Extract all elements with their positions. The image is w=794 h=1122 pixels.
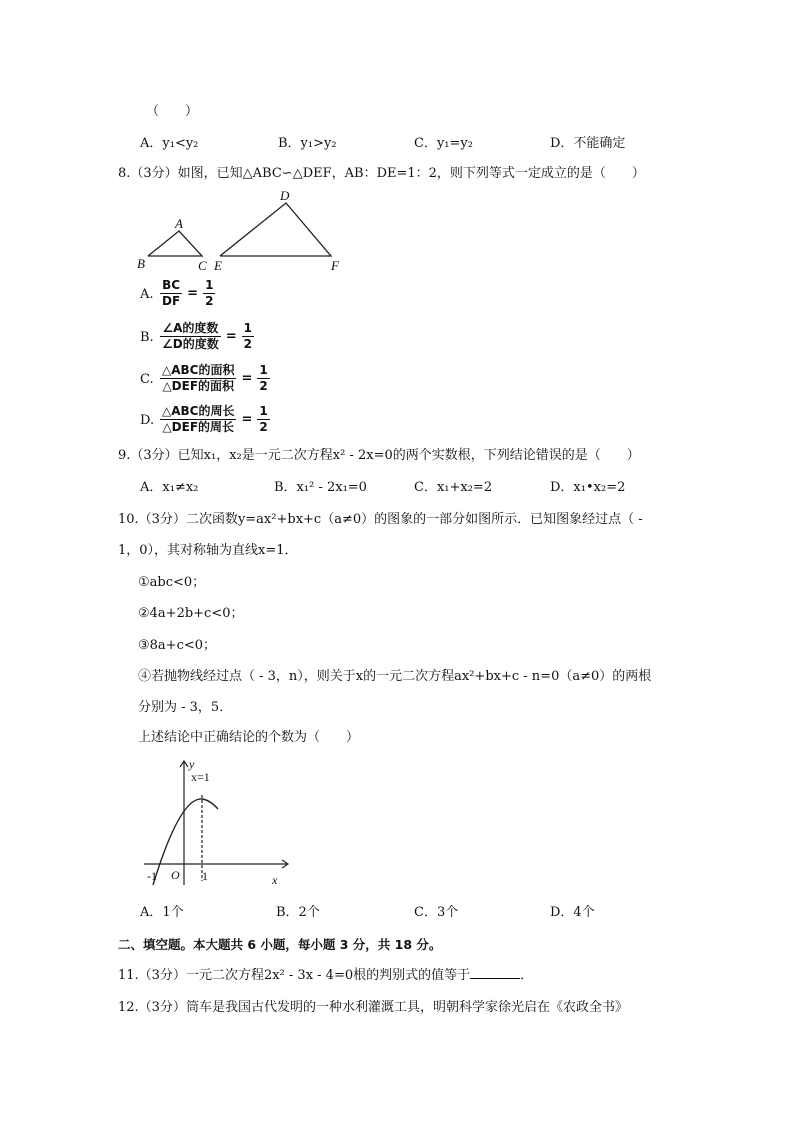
q8-option-c[interactable]: $\frac{\text{△ABC的面积}}{\text{△DEF的面积}}$ = $\frac{1}{2}$ [162,363,268,393]
q10-statement-4-line2: 分别为 - 3，5． [138,700,233,715]
q10-statement-2: ②4a+2b+c<0； [138,606,244,621]
fraction: $\frac{1}{2}$ [205,278,214,308]
y-axis-label: y [189,757,195,771]
q10-option-a[interactable]: A．1个 [140,905,184,920]
q8-option-b-label[interactable]: B. [140,330,154,345]
q10-statement-4-line1: ④若抛物线经过点（ - 3，n），则关于x的一元二次方程ax²+bx+c - n=0（a≠0）的两根 [138,669,652,684]
fraction: $\frac{BC}{DF}$ [162,278,181,308]
fraction: $\frac{1}{2}$ [259,363,268,393]
q9-option-d[interactable]: D．x₁•x₂=2 [550,480,626,495]
q10-statement-1: ①abc<0； [138,575,206,590]
q10-option-c[interactable]: C．3个 [414,905,459,920]
q10-option-d[interactable]: D．4个 [550,905,595,920]
q9-option-b[interactable]: B．x₁² - 2x₁=0 [274,480,367,495]
q8-option-b[interactable]: $\frac{\text{∠A的度数}}{\text{∠D的度数}}$ = $\frac{1}{2}$ [162,321,252,351]
q7-answer-paren: （ ） [146,104,199,119]
q8-option-a-label[interactable]: A. [140,287,154,302]
fraction: $\frac{\text{△ABC的面积}}{\text{△DEF的面积}}$ [162,363,235,393]
origin-label: O [171,868,180,882]
label-e: E [214,258,222,273]
label-a: A [175,216,183,231]
x-axis-label: x [272,873,278,887]
q8-option-d[interactable]: $\frac{\text{△ABC的周长}}{\text{△DEF的周长}}$ = $\frac{1}{2}$ [162,404,268,434]
q7-option-b[interactable]: B．y₁>y₂ [278,136,337,151]
q11-answer-blank[interactable] [470,966,520,979]
parabola-curve [153,799,218,885]
label-c: C [198,258,207,273]
q9-stem: 9.（3分）已知x₁，x₂是一元二次方程x² - 2x=0的两个实数根，下列结论错误的是（ ） [118,448,640,463]
q10-parabola-graph [140,755,300,891]
triangle-abc [148,231,202,256]
fraction: $\frac{\text{△ABC的周长}}{\text{△DEF的周长}}$ [162,404,235,434]
q11-end: ． [520,968,534,983]
q10-stem-line1: 10.（3分）二次函数y=ax²+bx+c（a≠0）的图象的一部分如图所示．已知图象经过点（ - [118,512,643,527]
q8-stem: 8.（3分）如图，已知△ABC∽△DEF，AB：DE=1：2，则下列等式一定成立的是（ ） [118,166,645,181]
neg-one-label: -1 [147,869,157,883]
q10-stem-line2: 1，0），其对称轴为直线x=1． [118,543,298,558]
label-d: D [280,188,290,203]
symmetry-axis-label: x=1 [191,770,210,784]
q9-option-a[interactable]: A．x₁≠x₂ [140,480,199,495]
fraction: $\frac{1}{2}$ [243,321,252,351]
fraction: $\frac{\text{∠A的度数}}{\text{∠D的度数}}$ [162,321,219,351]
q8-option-c-label[interactable]: C. [140,372,154,387]
q9-option-c[interactable]: C．x₁+x₂=2 [414,480,493,495]
q7-option-d[interactable]: D．不能确定 [550,136,626,151]
q10-ask: 上述结论中正确结论的个数为（ ） [138,730,360,745]
q11-question [118,966,533,986]
q8-similar-triangles-figure [134,186,350,276]
triangle-def [220,203,331,256]
q11-text: 11.（3分）一元二次方程2x² - 3x - 4=0根的判别式的值等于 [118,968,471,983]
q12-stem: 12.（3分）筒车是我国古代发明的一种水利灌溉工具，明朝科学家徐光启在《农政全书》 [118,1000,628,1015]
q7-option-a[interactable]: A．y₁<y₂ [140,136,199,151]
fraction: $\frac{1}{2}$ [259,404,268,434]
label-b: B [137,256,145,271]
label-f: F [331,258,339,273]
one-label: 1 [202,869,208,883]
q10-statement-3: ③8a+c<0； [138,638,217,653]
q7-option-c[interactable]: C．y₁=y₂ [414,136,473,151]
q10-option-b[interactable]: B．2个 [276,905,320,920]
q8-option-a[interactable]: $\frac{BC}{DF}$ = $\frac{1}{2}$ [162,278,214,308]
q8-option-d-label[interactable]: D. [140,413,155,428]
section-2-heading: 二、填空题。本大题共 6 小题，每小题 3 分，共 18 分。 [118,937,442,952]
